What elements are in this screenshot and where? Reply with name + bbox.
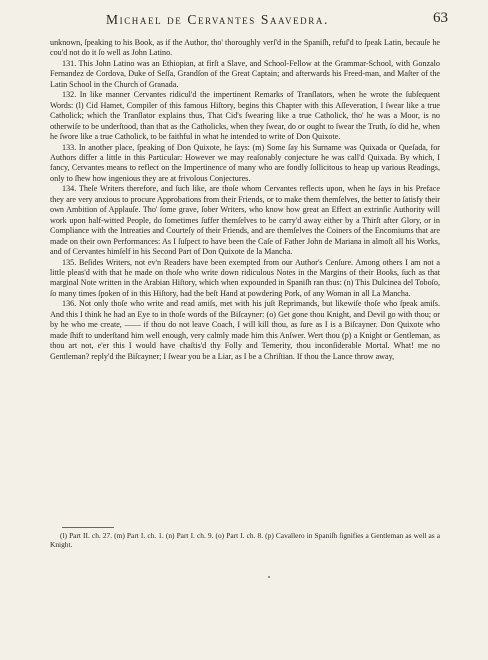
paragraph-continued: unknown, ſpeaking to his Book, as if the Author, tho' thoroughly verſ'd in the Spaniſh, refuſ'd to ſpeak Latin, becauſe he cou'd not do it ſo well as John Latino.: [50, 38, 440, 58]
paragraph-135: 135. Beſides Writers, not ev'n Readers have been exempted from our Author's Cenſure. Among others I am not a little pleas'd with that he made on thoſe who write down ridiculous Notes in the Margins of their Books, ſuch as that marginal Note written in the Arabian Hiſtory, which when expounded in Spaniſh ran thus: (n) This Dulcinea del Toboſo, ſo many times ſpoken of in this Hiſtory, had the beſt Hand at powdering Pork, of any Woman in all La Mancha.: [50, 257, 440, 298]
paragraph-134: 134. Theſe Writers therefore, and ſuch like, are thoſe whom Cervantes reflects upon, when he ſays in his Preface they are very anxious to procure Approbations from their Friends, or to make them themſelves, the better to ſatisfy their own Ambition of Applauſe. Tho' ſome grave, ſober Writers, who know how great an Effect an extrinſic Authority will work upon half-witted People, do ſometimes ſuffer themſelves to be carry'd away either by a Thirſt after Glory, or in Compliance with the Intreaties and Courteſy of their Friends, and are themſelves the Coiners of the Encomiums that are made on their own Performances: As I ſuſpect to have been the Caſe of Father John de Mariana in almoſt all his Works, and of Cervantes himſelf in his Second Part of Don Quixote de la Mancha.: [50, 184, 440, 257]
body-text: [50, 38, 440, 362]
footnote-divider: [62, 527, 114, 528]
running-header: [48, 12, 448, 34]
running-title: Michael de Cervantes Saavedra.: [106, 12, 329, 27]
footnotes: [50, 531, 440, 550]
paragraph-132: 132. In like manner Cervantes ridicul'd the impertinent Remarks of Tranſlators, when he wrote the ſubſequent Words: (l) Cid Hamet, Compiler of this famous Hiſtory, begins this Chapter with this Aſſeveration, I ſwear like a true Catholick; which the Tranſlator explains thus, That Cid's ſwearing like a true Catholick, tho' he was a Moor, is no otherwiſe to be underſtood, than that as the Catholicks, when they ſwear, do or ought to ſwear the Truth, ſo did he, when he ſwore like a true Catholick, to be faithful in what he intended to write of Don Quixote.: [50, 90, 440, 142]
paper-speck: [268, 576, 270, 578]
paragraph-136: 136. Not only thoſe who write and read amiſs, met with his juſt Reprimands, but likewiſe thoſe who ſpeak amiſs. And this I think he had an Eye to in thoſe words of the Biſcayner: (o) Get gone thou Knight, and Devil go with thou; or by he who me create, —— if thou do not leave Coach, I will kill thou, as ſure as I is a Biſcayner. Don Quixote who made ſhift to underſtand him well enough, very calmly made him this Anſwer. Wert thou (p) a Knight or Gentleman, as thou art not, e'er this I would have chaſtis'd thy Folly and Temerity, thou inconſiderable Mortal. What! me no Gentleman? reply'd the Biſcayner; I ſwear you be a Liar, as I be a Chriſtian. If thou the Lance throw away,: [50, 299, 440, 361]
paragraph-131: 131. This John Latino was an Ethiopian, at firſt a Slave, and School-Fellow at the Grammar-School, with Gonzalo Fernandez de Cordova, Duke of Seſſa, Grandſon of the Great Captain; and afterwards his Freed-man, and Maſter of the Latin School in the Church of Granada.: [50, 58, 440, 89]
page-number: 63: [433, 10, 448, 26]
footnote-text: (l) Part II. ch. 27. (m) Part I. ch. 1. (n) Part I. ch. 9. (o) Part I. ch. 8. (p) Cavallero in Spaniſh ſignifies a Gentleman as well as a Knight.: [50, 531, 440, 550]
paragraph-133: 133. In another place, ſpeaking of Don Quixote, he ſays: (m) Some ſay his Surname was Quixada or Queſada, for Authors differ a little in this Particular: However we may reaſonably conjecture he was call'd Quixada. By which, I fancy, Cervantes means to reflect on the Impertinence of many who are fondly ſollicitous to heap up various Readings, only to ſhew how ingenious they are at frivolous Conjectures.: [50, 142, 440, 183]
